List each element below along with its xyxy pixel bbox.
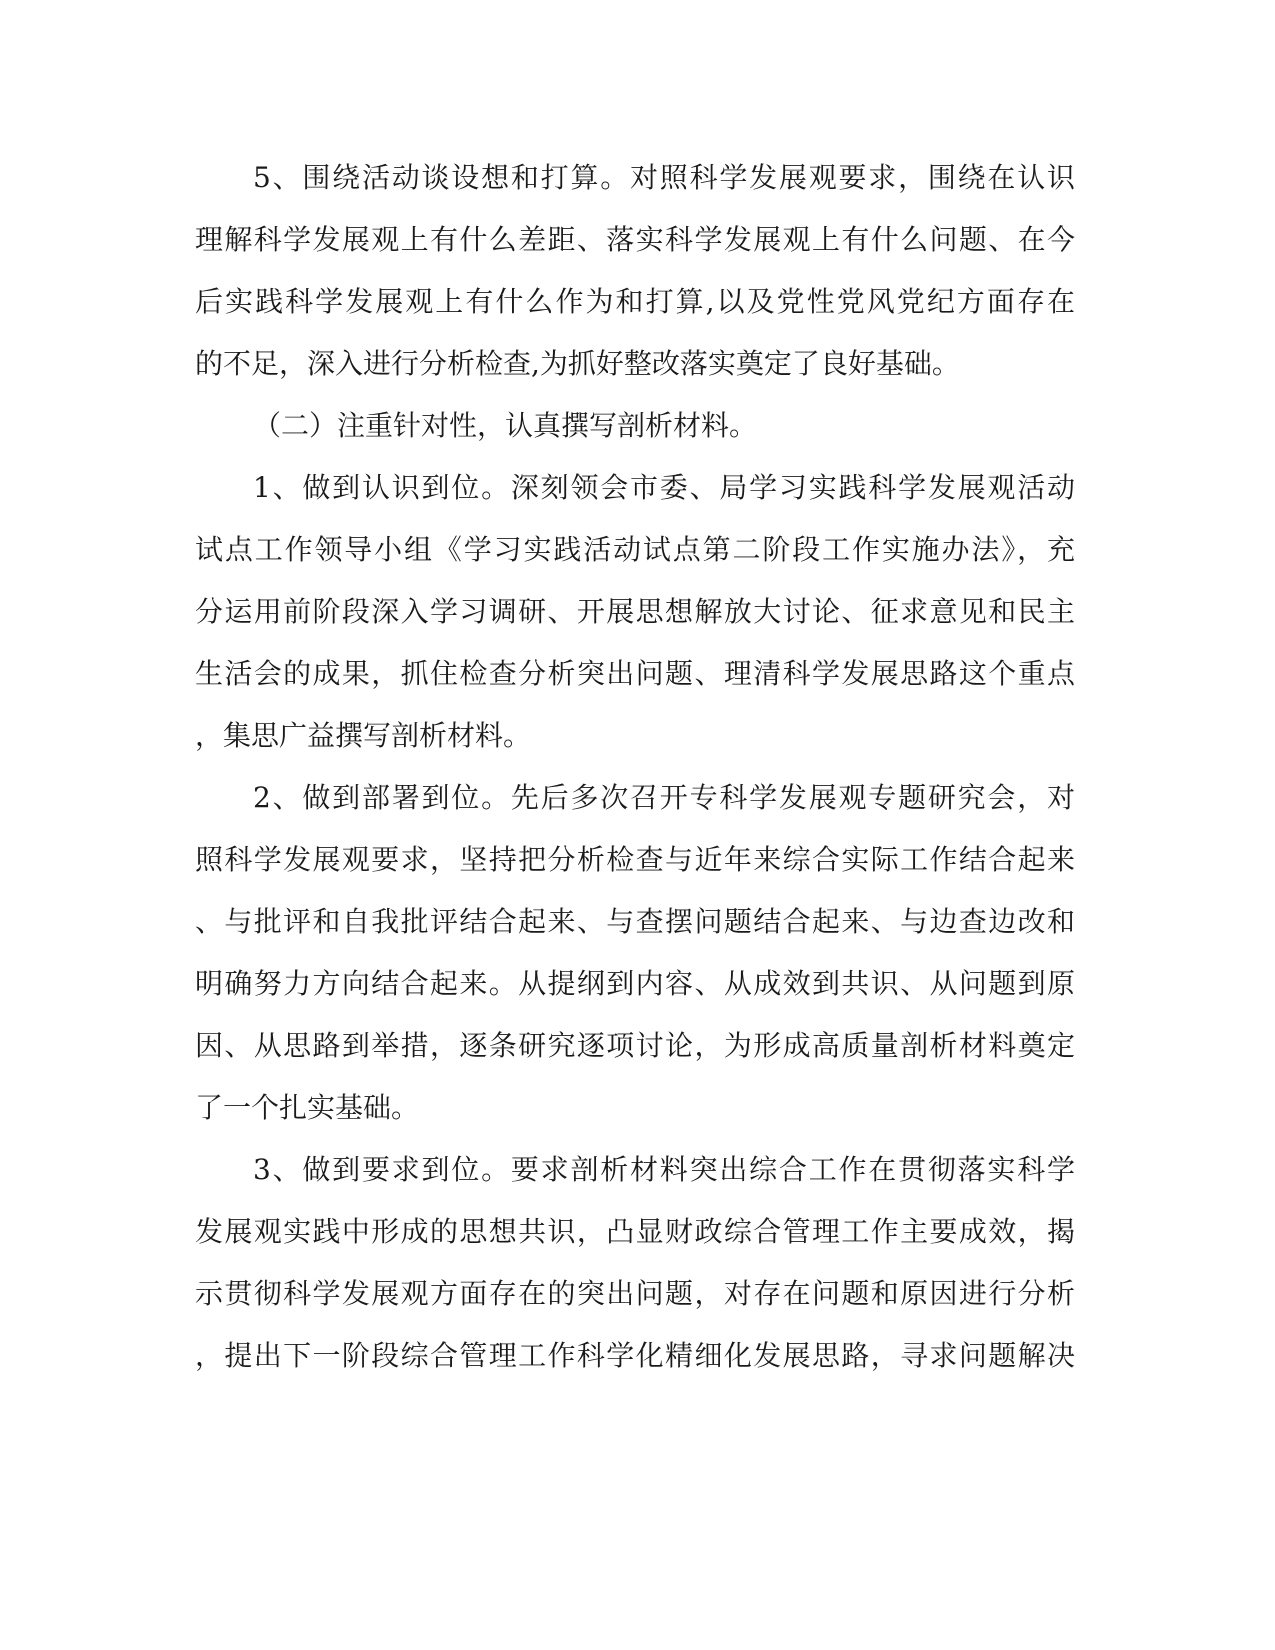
paragraph-5-line-2: 理解科学发展观上有什么差距、落实科学发展观上有什么问题、在今 [195,223,1075,256]
paragraph-1-line-3: 分运用前阶段深入学习调研、开展思想解放大讨论、征求意见和民主 [195,595,1075,628]
paragraph-2-line-6: 了一个扎实基础。 [195,1091,420,1124]
paragraph-3-line-1: 3、做到要求到位。要求剖析材料突出综合工作在贯彻落实科学 [253,1153,1075,1186]
paragraph-3-line-2: 发展观实践中形成的思想共识，凸显财政综合管理工作主要成效，揭 [195,1215,1075,1248]
paragraph-1-line-2: 试点工作领导小组《学习实践活动试点第二阶段工作实施办法》，充 [195,533,1075,566]
paragraph-5-line-3: 后实践科学发展观上有什么作为和打算,以及党性党风党纪方面存在 [195,285,1075,318]
paragraph-2-line-4: 明确努力方向结合起来。从提纲到内容、从成效到共识、从问题到原 [195,967,1075,1000]
paragraph-3-line-4: ，提出下一阶段综合管理工作科学化精细化发展思路，寻求问题解决 [195,1339,1075,1372]
paragraph-2-line-1: 2、做到部署到位。先后多次召开专科学发展观专题研究会，对 [253,781,1075,814]
paragraph-1-line-5: ，集思广益撰写剖析材料。 [195,719,532,752]
paragraph-2-line-2: 照科学发展观要求，坚持把分析检查与近年来综合实际工作结合起来 [195,843,1075,876]
paragraph-2-line-5: 因、从思路到举措，逐条研究逐项讨论，为形成高质量剖析材料奠定 [195,1029,1075,1062]
paragraph-5-line-1: 5、围绕活动谈设想和打算。对照科学发展观要求，围绕在认识 [253,161,1075,194]
paragraph-3-line-3: 示贯彻科学发展观方面存在的突出问题，对存在问题和原因进行分析 [195,1277,1075,1310]
section-heading-2: （二）注重针对性，认真撰写剖析材料。 [253,409,758,442]
paragraph-2-line-3: 、与批评和自我批评结合起来、与查摆问题结合起来、与边查边改和 [195,905,1075,938]
paragraph-1-line-4: 生活会的成果，抓住检查分析突出问题、理清科学发展思路这个重点 [195,657,1075,690]
paragraph-1-line-1: 1、做到认识到位。深刻领会市委、局学习实践科学发展观活动 [253,471,1075,504]
paragraph-5-line-4: 的不足，深入进行分析检查,为抓好整改落实奠定了良好基础。 [195,347,960,380]
